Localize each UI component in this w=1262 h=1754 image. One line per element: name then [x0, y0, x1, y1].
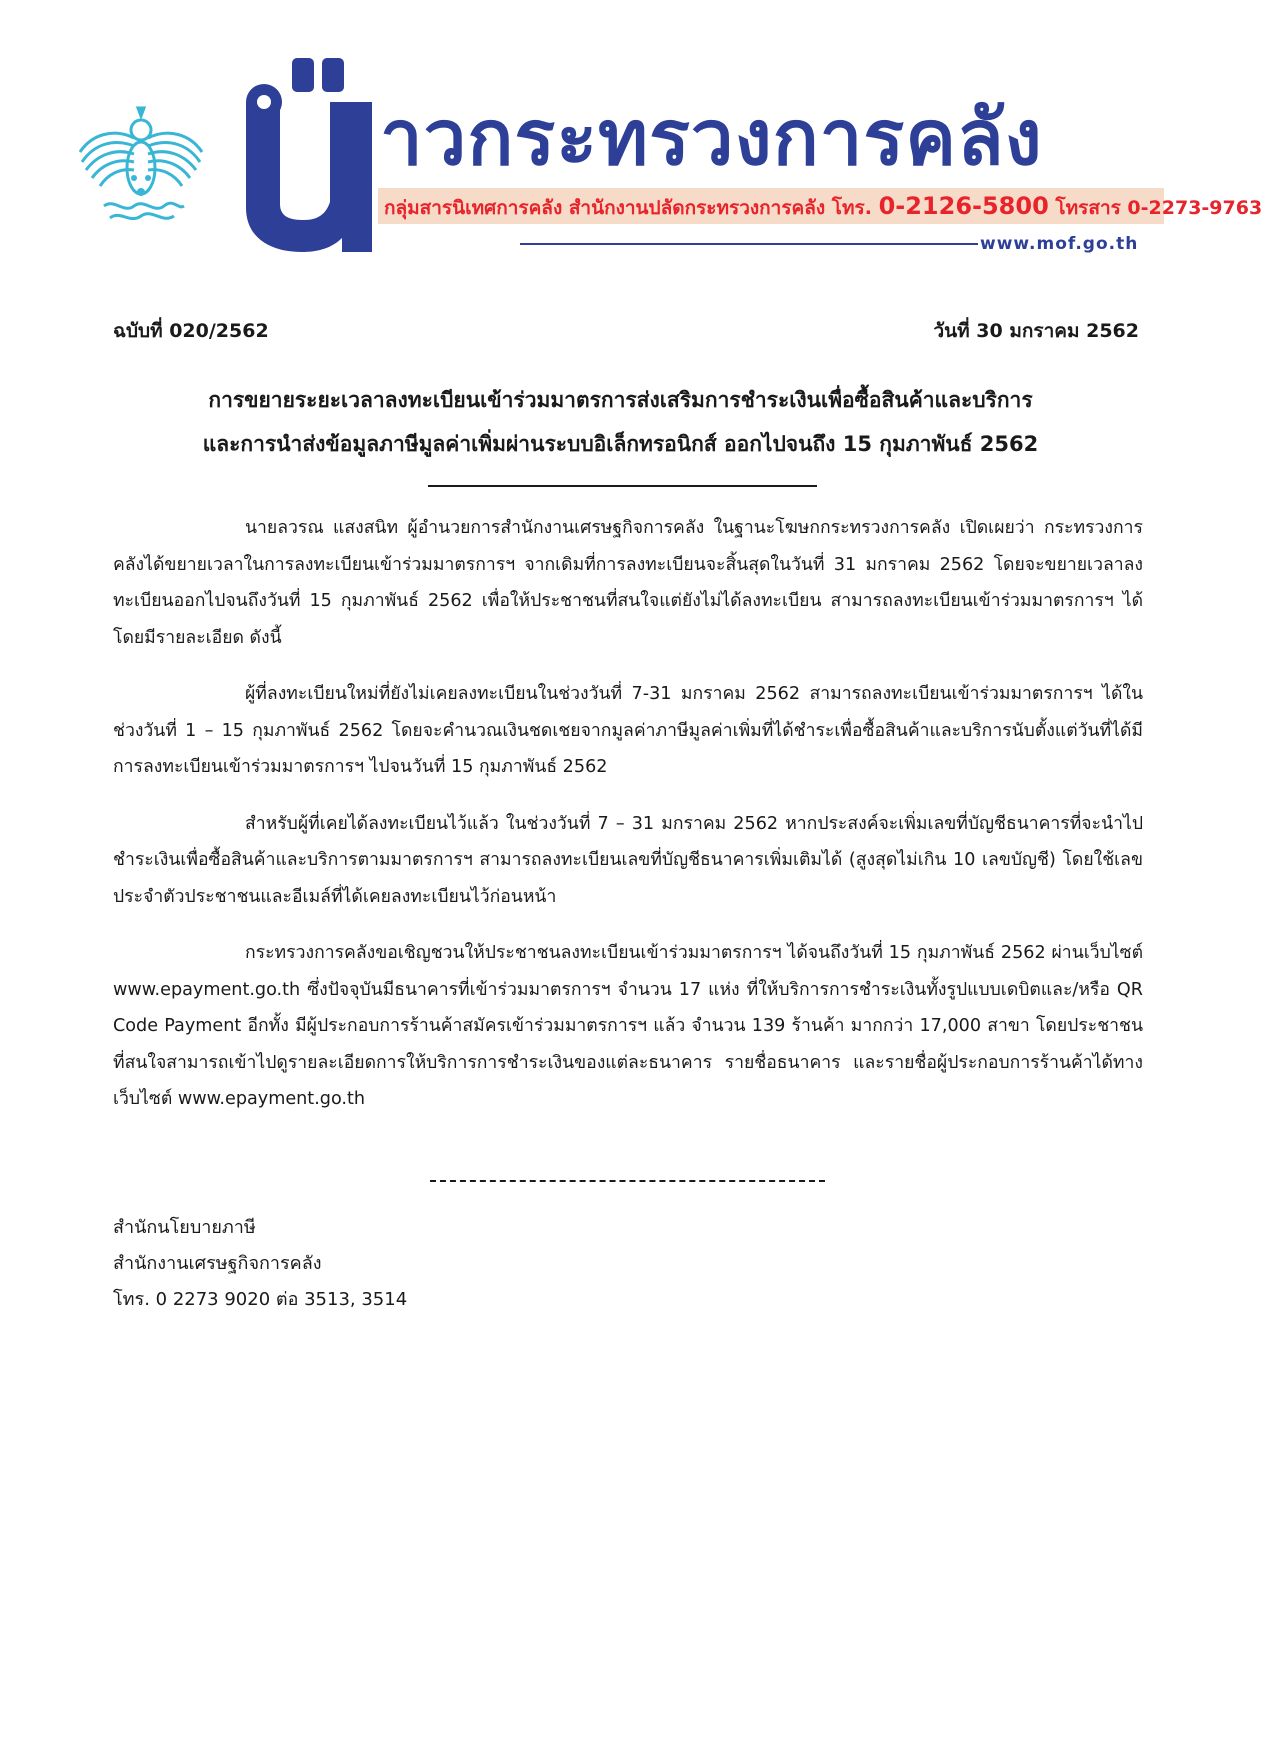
body-paragraph-3: สำหรับผู้ที่เคยได้ลงทะเบียนไว้แล้ว ในช่วงวันที่ 7 – 31 มกราคม 2562 หากประสงค์จะเพิ่มเลขที่บัญชีธนาคารที่จะนำไปชำระเงินเพื่อซื้อสินค้าและบริการตามมาตรการฯ สามารถลงทะเบียนเลขที่บัญชีธนาคารเพิ่มเติมได้ (สูงสุดไม่เกิน 10 เลขบัญชี) โดยใช้เลขประจำตัวประชาชนและอีเมล์ที่ได้เคยลงทะเบียนไว้ก่อนหน้า	[113, 813, 1143, 907]
agency-name: สำนักงานเศรษฐกิจการคลัง	[113, 1253, 322, 1274]
body-paragraph-1: นายลวรณ แสงสนิท ผู้อำนวยการสำนักงานเศรษฐกิจการคลัง ในฐานะโฆษกกระทรวงการคลัง เปิดเผยว่า กระทรวงการคลังได้ขยายเวลาในการลงทะเบียนเข้าร่วมมาตรการฯ จากเดิมที่การลงทะเบียนจะสิ้นสุดในวันที่ 31 มกราคม 2562 โดยจะขยายเวลาลงทะเบียนออกไปจนถึงวันที่ 15 กุมภาพันธ์ 2562 เพื่อให้ประชาชนที่สนใจแต่ยังไม่ได้ลงทะเบียน สามารถลงทะเบียนเข้าร่วมมาตรการฯ ได้ โดยมีรายละเอียด ดังนี้	[113, 518, 1143, 648]
issue-date: วันที่ 30 มกราคม 2562	[933, 320, 1139, 342]
body-paragraph-4: กระทรวงการคลังขอเชิญชวนให้ประชาชนลงทะเบียนเข้าร่วมมาตรการฯ ได้จนถึงวันที่ 15 กุมภาพันธ์ 2562 ผ่านเว็บไซต์ www.epayment.go.th ซึ่งปัจจุบันมีธนาคารที่เข้าร่วมมาตรการฯ จำนวน 17 แห่ง ที่ให้บริการการชำระเงินทั้งรูปแบบเดบิตและ/หรือ QR Code Payment อีกทั้ง มีผู้ประกอบการร้านค้าสมัครเข้าร่วมมาตรการฯ แล้ว จำนวน 139 ร้านค้า มากกว่า 17,000 สาขา โดยประชาชนที่สนใจสามารถเข้าไปดูรายละเอียดการให้บริการการชำระเงินของแต่ละธนาคาร รายชื่อธนาคาร และรายชื่อผู้ประกอบการร้านค้าได้ทางเว็บไซต์ www.epayment.go.th	[113, 943, 1143, 1109]
masthead-large-character	[246, 58, 372, 252]
website-underline	[520, 243, 978, 245]
headline-divider	[428, 485, 817, 487]
body-paragraph-2: ผู้ที่ลงทะเบียนใหม่ที่ยังไม่เคยลงทะเบียนในช่วงวันที่ 7-31 มกราคม 2562 สามารถลงทะเบียนเข้าร่วมมาตรการฯ ได้ในช่วงวันที่ 1 – 15 กุมภาพันธ์ 2562 โดยจะคำนวณเงินชดเชยจากมูลค่าภาษีมูลค่าเพิ่มที่ได้ชำระเพื่อซื้อสินค้าและบริการนับตั้งแต่วันที่ได้มีการลงทะเบียนเข้าร่วมมาตรการฯ ไปจนวันที่ 15 กุมภาพันธ์ 2562	[113, 684, 1143, 777]
headline	[100, 378, 1141, 466]
contact-fax: โทรสาร 0-2273-9763	[1055, 197, 1262, 219]
contact-phone: โทร. 0 2273 9020 ต่อ 3513, 3514	[113, 1289, 408, 1310]
contact-tel: 0-2126-5800	[878, 192, 1049, 220]
garuda-emblem-icon	[74, 108, 208, 226]
contact-block	[113, 1210, 407, 1318]
contact-org: กลุ่มสารนิเทศการคลัง สำนักงานปลัดกระทรวงการคลัง โทร.	[384, 197, 872, 219]
headline-line-1: การขยายระยะเวลาลงทะเบียนเข้าร่วมมาตรการส่งเสริมการชำระเงินเพื่อซื้อสินค้าและบริการ	[208, 388, 1033, 412]
headline-line-2: และการนำส่งข้อมูลภาษีมูลค่าเพิ่มผ่านระบบอิเล็กทรอนิกส์ ออกไปจนถึง 15 กุมภาพันธ์ 2562	[202, 432, 1039, 456]
masthead-contact	[384, 190, 1262, 222]
issue-number: ฉบับที่ 020/2562	[113, 320, 269, 342]
office-name: สำนักนโยบายภาษี	[113, 1217, 256, 1238]
website-link[interactable]: www.mof.go.th	[980, 234, 1139, 254]
masthead-title: าวกระทรวงการคลัง	[380, 93, 1043, 182]
press-release-body	[113, 510, 1143, 1138]
masthead	[0, 0, 1262, 270]
end-divider	[430, 1180, 825, 1182]
